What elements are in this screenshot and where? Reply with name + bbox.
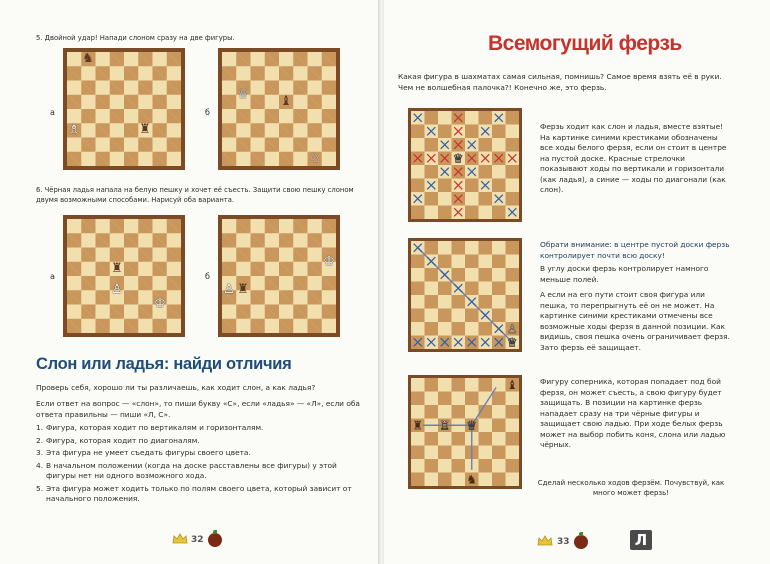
practice-note: Сделай несколько ходов ферзём. Почувствуй, как много может ферзь! <box>537 479 725 497</box>
black-rook-icon: ♜ <box>412 418 424 433</box>
apple-icon <box>574 535 588 549</box>
publisher-logo-icon: Л <box>630 530 652 550</box>
list-item: 1. Фигура, которая ходит по вертикалям и горизонталям. <box>36 423 264 432</box>
white-bishop-icon: ♗ <box>68 122 80 137</box>
apple-icon <box>208 533 222 547</box>
task-5-text: 5. Двойной удар! Напади слоном сразу на две фигуры. <box>36 34 235 42</box>
white-queen-icon: ♕ <box>237 87 249 102</box>
label-a-2: а <box>50 272 55 281</box>
list-item: 2. Фигура, которая ходит по диагоналям. <box>36 435 200 445</box>
page-title-queen: Всемогущий ферзь <box>488 32 682 55</box>
white-queen-icon: ♕ <box>452 151 464 166</box>
white-queen-icon: ♕ <box>466 418 478 433</box>
board-5b <box>218 48 340 170</box>
queen-board-attack <box>408 375 522 489</box>
list-item: 4. В начальном положении (когда на доске расставлены все фигуры) у этой фигуры нет ни одного возможного хода. <box>36 460 337 480</box>
black-knight-icon: ♞ <box>466 472 478 486</box>
board-6b <box>218 215 340 337</box>
label-b: б <box>205 108 210 117</box>
attention-text: Обрати внимание: в центре пустой доски ферзь контролирует почти всю доску! <box>540 240 730 260</box>
white-king-icon: ♔ <box>154 296 166 311</box>
page-number-left: 32 <box>191 535 204 545</box>
queen-board-corner <box>408 238 522 352</box>
page-number-right: 33 <box>557 537 570 547</box>
white-queen-icon: ♕ <box>506 335 518 349</box>
black-rook-icon: ♜ <box>237 282 249 297</box>
black-bishop-icon: ♝ <box>506 378 518 392</box>
black-rook-icon: ♜ <box>111 261 123 276</box>
label-a: а <box>50 108 55 117</box>
label-b-2: б <box>205 272 210 281</box>
question-list <box>36 423 356 507</box>
white-knight-icon: ♘ <box>309 151 321 166</box>
white-pawn-icon: ♙ <box>111 282 123 297</box>
queen-moves-text: Ферзь ходит как слон и ладья, вместе взятые! На картинке синими крестиками обозначены все ходы белого ферзя, если он стоит в центре на пустой доске. Красные стрелочки показывают ходы по вертикали и горизонтали (как ладья), а синие — ходы по диагонали (как слон). <box>540 122 727 194</box>
white-king-icon: ♔ <box>323 254 335 269</box>
black-rook-icon: ♜ <box>139 122 151 137</box>
white-rook-icon: ♖ <box>439 418 451 433</box>
pawn-block-text: А если на его пути стоит своя фигура или пешка, то перепрыгнуть её он не может. На картинке синими крестиками отмечены все возможные ходы ферзя в данной позиции. Как видишь, своя пешка очень ограничивает ферзя. Зато ферзь её защищает. <box>540 290 730 352</box>
crown-icon <box>172 533 188 545</box>
black-knight-icon: ♞ <box>82 51 94 66</box>
white-pawn-icon: ♙ <box>506 321 518 336</box>
list-item: 3. Эта фигура не умеет съедать фигуры своего цвета. <box>36 448 251 457</box>
black-bishop-icon: ♝ <box>280 94 292 109</box>
white-pawn-icon: ♙ <box>223 282 235 297</box>
attack-text: Фигуру соперника, которая попадает под бой ферзя, он может съесть, а свою фигуру будет защищать. В позиции на картинке ферзь нападает сразу на три чёрные фигуры и защищает свою ладью. При ходе белых ферзь может на выбор побить коня, слона или ладью чёрных. <box>540 377 726 449</box>
task-6-text: 6. Чёрная ладья напала на белую пешку и хочет её съесть. Защити свою пешку слоном двумя возможными способами. Нарисуй оба варианта. <box>36 186 354 204</box>
corner-text: В углу доски ферзь контролирует намного меньше полей. <box>540 264 709 284</box>
section-heading-bishop-or-rook: Слон или ладья: найди отличия <box>36 355 292 373</box>
board-5a <box>63 48 185 170</box>
queen-board-center <box>408 108 522 222</box>
crown-icon <box>537 535 553 547</box>
instruction-text: Если ответ на вопрос — «слон», то пиши букву «С», если «ладья» — «Л», если оба ответа правильны — пиши «Л, С». <box>36 399 360 419</box>
queen-intro: Какая фигура в шахматах самая сильная, помнишь? Самое время взять её в руки. Чем не волшебная палочка?! Конечно же, это ферзь. <box>398 72 722 92</box>
board-6a <box>63 215 185 337</box>
list-item: 5. Эта фигура может ходить только по полям своего цвета, который зависит от начального положения. <box>36 483 352 503</box>
intro-text: Проверь себя, хорошо ли ты различаешь, как ходит слон, а как ладья? <box>36 383 316 392</box>
